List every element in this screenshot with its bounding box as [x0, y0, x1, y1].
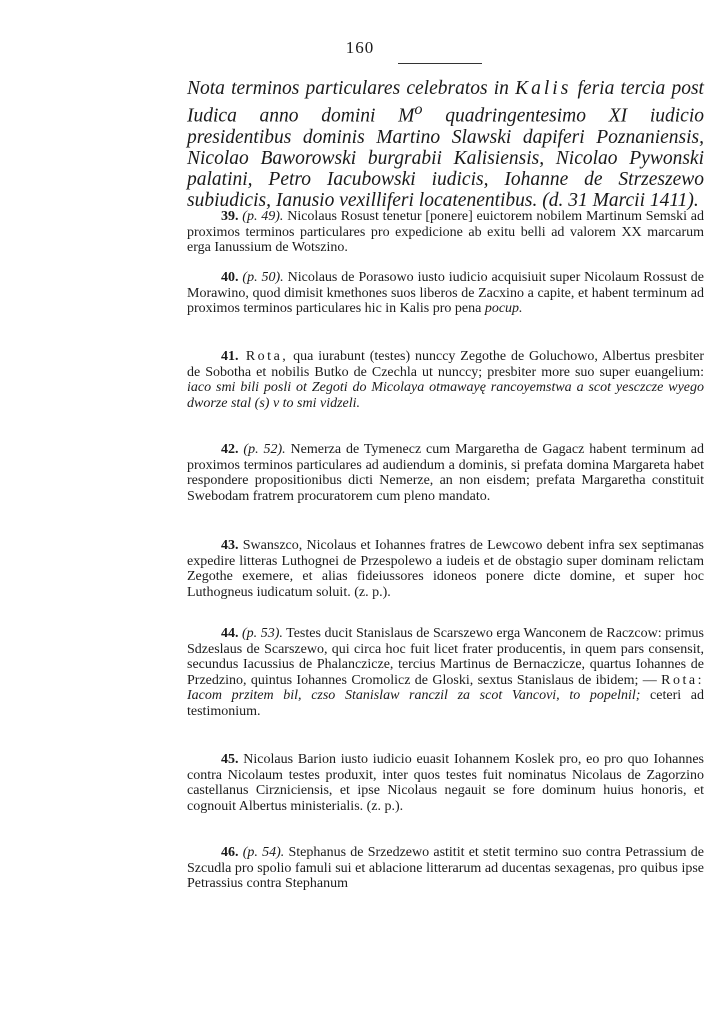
entry-text: Testes ducit Stanislaus de Scarszewo erga Wanconem de Raczcow: primus Sdzeslaus de Scarszewo, qui circa hoc fuit licet frater producentis, in quem pars consensit, secundus Iacussius de Phalanczicze, tercius Martinus de Bernaczicze, quartus Iohannes de Przedzino, quintus Iohannes Cromolicz de Gloski, sextus Stanislaus de ibidem; — — [187, 626, 704, 688]
section-heading — [187, 78, 704, 211]
entry-45 — [187, 752, 704, 814]
entry-number: 39. — [221, 209, 239, 224]
entry-number: 43. — [221, 538, 239, 553]
entry-number: 46. — [221, 845, 239, 860]
heading-part-3: quadringentesimo XI iudicio presidentibus dominis Martino Slawski dapiferi Poznaniensis, Nicolao Baworowski burgrabii Kalisiensis, Nicolao Pywonski palatini, Petro Iacubowski iudicis, Iohanne de Strzeszewo subiudicis, Ianusio vexilliferi locatenentibus. (d. 31 Marcii 1411). — [187, 105, 704, 211]
entry-number: 40. — [221, 270, 239, 285]
entry-rota: Rota, — [238, 349, 289, 364]
heading-part-2: feria tercia post Iudica anno domini M — [187, 78, 704, 127]
entry-text: Stephanus de Srzedzewo astitit et stetit termino suo contra Petrassium de Szcudla pro spolio famuli sui et ablacione litterarum ad ducentas sexagenas, pro quibus ipse Petrassius contra Stephanum — [187, 845, 704, 892]
entry-41 — [187, 349, 704, 411]
entry-40 — [187, 270, 704, 317]
entry-text: Nicolaus Rosust tenetur [ponere] euictorem nobilem Martinum Semski ad proximos terminos particulares pro expedicione ab exitu belli ad valorem XX marcarum erga Ianussium de Wotszino. — [187, 209, 705, 256]
entry-text: Nicolaus de Porasowo iusto iudicio acquisiuit super Nicolaum Rossust de Morawino, quod dimisit kmethones suos liberos de Zacxino a capite, et habent terminum ad proximos terminos particulares hic in Kalis pro pena — [187, 270, 705, 317]
heading-part-1: Nota terminos particulares celebratos in — [187, 78, 516, 99]
entry-page-ref: (p. 49). — [238, 209, 284, 224]
entry-number: 42. — [221, 442, 239, 457]
entry-number: 41. — [221, 349, 239, 364]
entry-text-italic: pocup. — [484, 301, 523, 317]
entry-page-ref: (p. 50). — [238, 270, 284, 285]
entry-page-ref: (p. 53). — [238, 626, 283, 641]
entry-39 — [187, 209, 704, 256]
heading-superscript: o — [414, 100, 423, 118]
entry-text: Nicolaus Barion iusto iudicio euasit Iohannem Koslek pro, eo pro quo Iohannes contra Nicolaum testes produxit, inter quos testes fuit nominatus Nicolaus de Zagorzino castellanus Cirzniciensis, et ipse Nicolaus negauit se fore dominum huius honoris, et cognouit Albertus ministerialis. (z. p.). — [187, 752, 704, 814]
page-number-rule — [398, 63, 482, 64]
entry-text-italic: Iacom przitem bil, czso Stanislaw ranczil za scot Vancovi, to popelnil; — [187, 688, 641, 704]
entry-text: qua iurabunt (testes) nunccy Zegothe de Goluchowo, Albertus presbiter de Sobotha et nobilis Butko de Czechla ut nunccy; presbiter more suo super euangelium: — [187, 349, 704, 380]
page-number: 160 — [345, 38, 375, 57]
heading-place: Kalis — [515, 78, 572, 99]
entry-number: 45. — [221, 752, 239, 767]
entry-46 — [187, 845, 704, 892]
entry-rota: Rota: — [661, 672, 704, 688]
entry-text: Swanszco, Nicolaus et Iohannes fratres de Lewcowo debent infra sex septimanas expedire litteras Luthognei de Przespolewo a iudeis et de obstagio super dominam relictam Zegothe exemere, et alias fideiussores idoneos ponere dicte domine, et super hoc Luthogneus iudicatum soluit. (z. p.). — [187, 538, 704, 600]
entry-number: 44. — [221, 626, 239, 641]
entry-text-italic: iaco smi bili posli ot Zegoti do Micolaya otmawayę rancoyemstwa a scot yesczcze wyego dworze stal (s) v to smi vidzeli. — [187, 380, 704, 411]
entry-text: Nemerza de Tymenecz cum Margaretha de Gagacz habent terminum ad proximos terminos particulares ad audiendum a dominis, si prefata domina Margareta habet respondere propositionibus dicti Nemerze, an non eisdem; prefata Margaretha constituit Swebodam fratrem procuratorem cum pleno mandato. — [187, 442, 705, 504]
entry-43 — [187, 538, 704, 600]
entry-page-ref: (p. 52). — [238, 442, 286, 457]
entry-44 — [187, 626, 704, 720]
entry-text-end: ceteri ad testimonium. — [187, 688, 704, 719]
entry-page-ref: (p. 54). — [238, 845, 285, 860]
entry-42 — [187, 442, 704, 504]
